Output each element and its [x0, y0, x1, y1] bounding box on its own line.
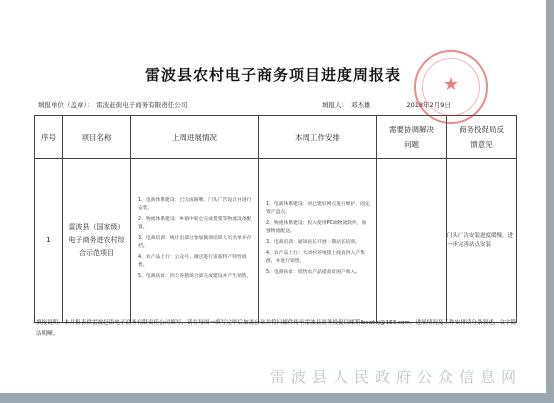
- header-feedback: 商务投促局反馈意见: [447, 116, 517, 159]
- list-item: 5、电商扶贫：销售农产品提高贫困户收入。: [266, 270, 361, 275]
- report-date: 2018年2月9日: [406, 101, 451, 109]
- feedback-cell: 门头广告安装进度缓慢，进一步完善站点安装: [447, 159, 517, 323]
- progress-table: [34, 115, 517, 323]
- this-week-cell: [259, 159, 377, 323]
- list-item: 1、电商体系建设：对已建好网点进行维护，固定资产盘点。: [266, 202, 370, 215]
- coordination-cell: [377, 159, 447, 323]
- header-last-week: 上周进展情况: [131, 116, 259, 159]
- list-item: 3、电商培训：统计出部分参加微商培训人员名单并存档。: [138, 236, 252, 249]
- project-name: 雷波县（国家级）电子商务进农村综合示范项目: [63, 159, 131, 323]
- unit-label: 填报单位（盖章）：: [38, 101, 94, 109]
- official-seal-stamp: [414, 50, 488, 124]
- table-row: [35, 159, 517, 323]
- row-index: 1: [35, 159, 63, 323]
- list-item: 4、农产品上行：大闭村养殖猪上线直供入产集群，并进行销售。: [266, 251, 365, 264]
- list-item: 4、农产品上行：公众号、微店进行雷波特产特性销售。: [138, 255, 247, 268]
- header-index: 序号: [35, 116, 63, 159]
- filler-label: 填报人：: [322, 101, 348, 109]
- list-item: 2、物流体系建设：投入使用PC端物流软件，加强物流配送。: [266, 221, 367, 234]
- list-item: 5、电商扶贫：四个养猪场合部完成建设并产生销售。: [138, 274, 252, 279]
- list-item: 2、物流体系建设：乡镇中转仓完成货架等物流设备配置。: [138, 217, 252, 230]
- report-title: 雷波县农村电子商务项目进度周报表: [144, 66, 401, 84]
- seal-star-icon: ★: [442, 74, 460, 95]
- list-item: 3、电商培训：通知站长开展一期站长培训。: [266, 240, 361, 245]
- header-coordination: 需要协调解决问题: [377, 116, 447, 159]
- filler-value: 邓杰雄: [351, 101, 371, 109]
- unit-line: [38, 100, 187, 109]
- unit-value: 雷波赶街电子商务有限责任公司: [96, 101, 188, 109]
- header-project-name: 项目名称: [63, 116, 131, 159]
- site-watermark: 雷波县人民政府公众信息网: [270, 368, 523, 386]
- header-this-week: 本周工作安排: [259, 116, 377, 159]
- last-week-cell: [131, 159, 259, 323]
- list-item: 1、电商体系建设：已完成路牌、门头广告设计并进行安装。: [138, 198, 252, 211]
- fill-instructions: 填报说明：本月报表供雷波赶街电子商务有限责任公司填写，请在每周一填写完毕后加盖公章并将扫描件传至雷波县商务投促局邮箱lbswtcj@163.com。进展情况及工作安排请分条叙述，文字简洁明晰。: [36, 320, 517, 337]
